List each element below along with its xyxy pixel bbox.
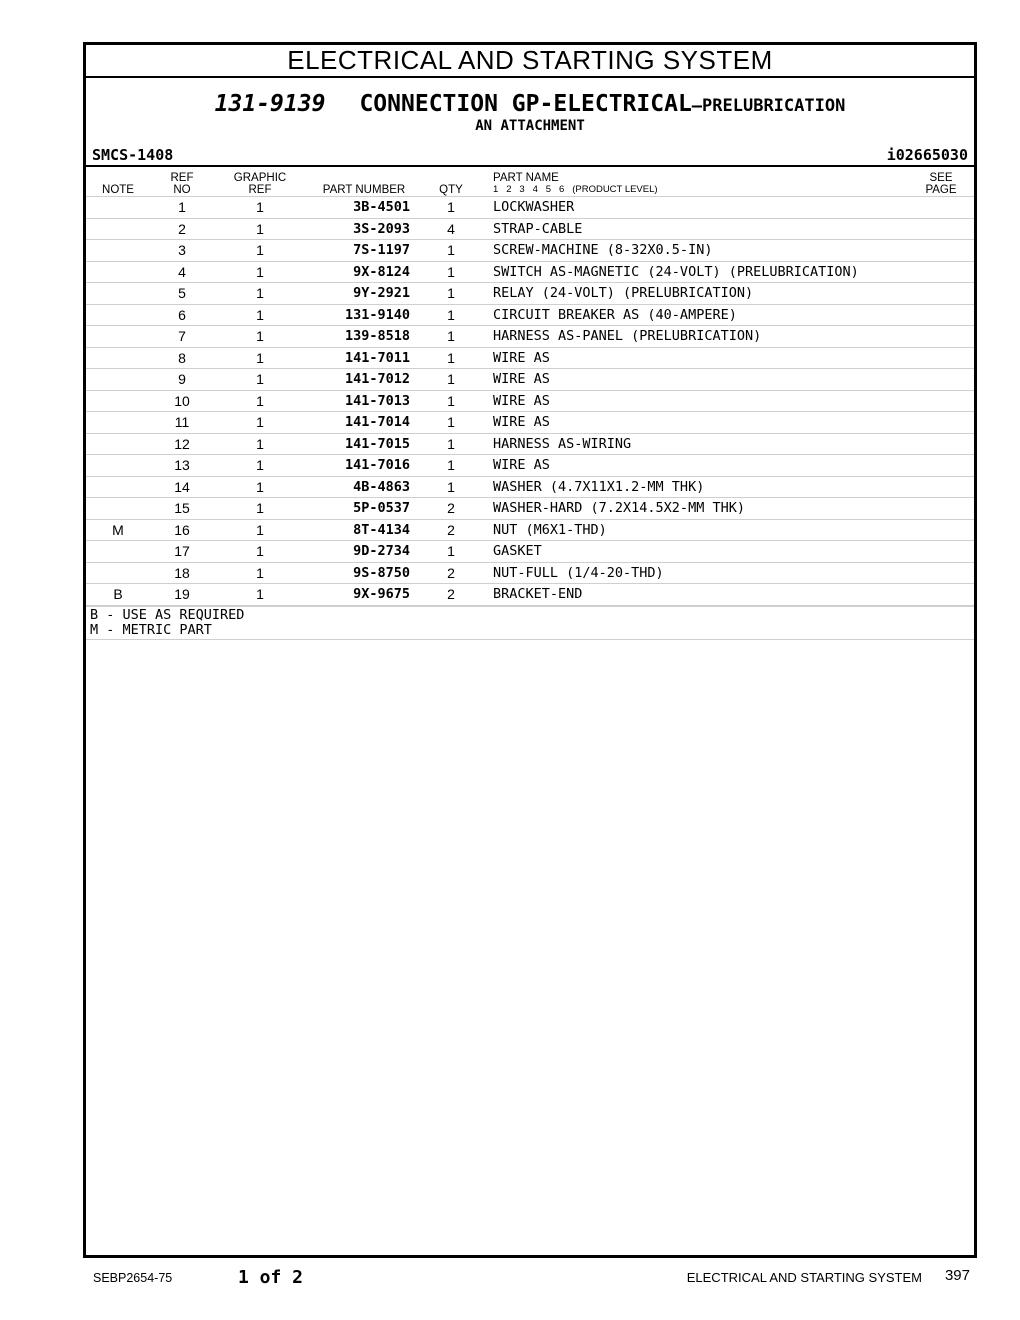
table-row: [86, 262, 974, 284]
qty-cell: 1: [447, 371, 455, 387]
ref-number-cell: 14: [174, 478, 190, 495]
graphic-ref-cell: 1: [256, 414, 264, 430]
note-cell: B: [113, 586, 123, 602]
part-number-cell: 3S-2093: [353, 220, 410, 237]
part-name-cell: STRAP-CABLE: [493, 220, 583, 237]
graphic-ref-cell: 1: [256, 306, 264, 323]
graphic-ref-cell: 1: [256, 478, 264, 495]
ref-number-cell: 4: [178, 263, 186, 280]
part-number-cell: 141-7014: [344, 414, 410, 430]
header-graphic-bottom: REF: [248, 184, 272, 196]
part-number-cell: 9D-2734: [353, 543, 410, 559]
qty-cell: 1: [447, 306, 455, 323]
part-number-cell: 9Y-2921: [353, 285, 410, 301]
qty-cell: 1: [447, 392, 455, 409]
group-name: CONNECTION GP-ELECTRICAL: [359, 91, 692, 117]
graphic-ref-cell: 1: [256, 521, 264, 538]
part-name-cell: WIRE AS: [493, 414, 550, 430]
table-row: [86, 219, 974, 241]
qty-cell: 1: [447, 414, 455, 430]
note-line: B - USE AS REQUIRED: [90, 606, 245, 623]
ref-number-cell: 18: [174, 564, 190, 581]
part-number-cell: 139-8518: [344, 328, 410, 344]
part-name-cell: WASHER (4.7X11X1.2-MM THK): [493, 478, 705, 495]
graphic-ref-cell: 1: [256, 457, 264, 473]
part-number-cell: 3B-4501: [353, 199, 410, 215]
graphic-ref-cell: 1: [256, 242, 264, 258]
header-part-name: PART NAME: [493, 172, 559, 184]
graphic-ref-cell: 1: [256, 349, 264, 366]
smcs-code: SMCS-1408: [92, 146, 174, 164]
ref-number-cell: 19: [174, 586, 190, 602]
part-number-cell: 9X-9675: [353, 586, 410, 602]
qty-cell: 2: [447, 564, 455, 581]
table-row: [86, 520, 974, 542]
notes-end-divider: [86, 639, 974, 640]
qty-cell: 2: [447, 500, 455, 516]
part-name-cell: HARNESS AS-WIRING: [493, 435, 632, 452]
table-row: [86, 584, 974, 606]
part-number-cell: 9X-8124: [353, 263, 410, 280]
ref-number-cell: 9: [178, 371, 186, 387]
table-row: [86, 196, 974, 219]
parts-table: [86, 196, 974, 606]
graphic-ref-cell: 1: [256, 586, 264, 602]
qty-cell: 1: [447, 242, 455, 258]
header-see-top: SEE: [929, 172, 953, 184]
table-row: [86, 477, 974, 499]
header-see-page: [916, 172, 966, 196]
qty-cell: 1: [447, 199, 455, 215]
part-number-cell: 131-9140: [344, 306, 410, 323]
part-name-cell: WIRE AS: [493, 371, 550, 387]
header-product-levels: 1 2 3 4 5 6 (PRODUCT LEVEL): [493, 184, 658, 195]
ref-number-cell: 5: [178, 285, 186, 301]
ref-number-cell: 2: [178, 220, 186, 237]
header-ref-bottom: NO: [173, 184, 191, 196]
table-row: [86, 240, 974, 262]
part-number-cell: 8T-4134: [353, 521, 410, 538]
part-number-cell: 141-7016: [344, 457, 410, 473]
table-row: [86, 541, 974, 563]
group-suffix: —PRELUBRICATION: [691, 96, 846, 116]
part-name-cell: WIRE AS: [493, 392, 550, 409]
ref-number-cell: 3: [178, 242, 186, 258]
part-name-cell: SWITCH AS-MAGNETIC (24-VOLT) (PRELUBRICATION): [493, 263, 859, 280]
graphic-ref-cell: 1: [256, 371, 264, 387]
header-ref: [162, 172, 202, 196]
group-heading: [86, 91, 974, 117]
qty-cell: 1: [447, 285, 455, 301]
table-row: [86, 326, 974, 348]
table-row: [86, 391, 974, 413]
table-row: [86, 305, 974, 327]
table-row: [86, 412, 974, 434]
table-row: [86, 434, 974, 456]
graphic-ref-cell: 1: [256, 199, 264, 215]
part-name-cell: BRACKET-END: [493, 586, 583, 602]
ref-number-cell: 12: [174, 435, 190, 452]
graphic-ref-cell: 1: [256, 220, 264, 237]
table-row: [86, 563, 974, 585]
part-number-cell: 9S-8750: [353, 564, 410, 581]
graphic-ref-cell: 1: [256, 564, 264, 581]
parts-page-frame: [83, 42, 977, 1258]
part-number-cell: 141-7012: [344, 371, 410, 387]
graphic-ref-cell: 1: [256, 285, 264, 301]
header-graphic: [230, 172, 290, 196]
part-number-cell: 4B-4863: [353, 478, 410, 495]
ref-number-cell: 10: [174, 392, 190, 409]
footer-page-number: 397: [944, 1267, 970, 1284]
qty-cell: 4: [447, 220, 455, 237]
graphic-ref-cell: 1: [256, 328, 264, 344]
graphic-ref-cell: 1: [256, 543, 264, 559]
graphic-ref-cell: 1: [256, 500, 264, 516]
qty-cell: 1: [447, 328, 455, 344]
header-rule: [86, 165, 974, 167]
header-part-number: PART NUMBER: [322, 184, 406, 196]
group-subtitle: AN ATTACHMENT: [475, 118, 585, 134]
qty-cell: 1: [447, 349, 455, 366]
graphic-ref-cell: 1: [256, 435, 264, 452]
part-number-cell: 5P-0537: [353, 500, 410, 516]
note-cell: M: [112, 521, 124, 538]
ref-number-cell: 7: [178, 328, 186, 344]
ref-number-cell: 8: [178, 349, 186, 366]
graphic-ref-cell: 1: [256, 392, 264, 409]
ref-number-cell: 16: [174, 521, 190, 538]
part-number-cell: 141-7011: [344, 349, 410, 366]
table-row: [86, 455, 974, 477]
qty-cell: 1: [447, 543, 455, 559]
note-line: M - METRIC PART: [90, 621, 212, 638]
footer-page-of: 1 of 2: [238, 1267, 304, 1288]
qty-cell: 1: [447, 478, 455, 495]
ref-number-cell: 15: [174, 500, 190, 516]
table-row: [86, 498, 974, 520]
graphic-ref-cell: 1: [256, 263, 264, 280]
ref-number-cell: 17: [174, 543, 190, 559]
part-name-cell: WIRE AS: [493, 349, 550, 366]
footer-doc-number: SEBP2654-75: [93, 1271, 173, 1285]
header-graphic-top: GRAPHIC: [233, 172, 287, 184]
part-name-cell: HARNESS AS-PANEL (PRELUBRICATION): [493, 328, 762, 344]
table-row: [86, 348, 974, 370]
ref-number-cell: 6: [178, 306, 186, 323]
footer-section: ELECTRICAL AND STARTING SYSTEM: [686, 1270, 922, 1285]
qty-cell: 1: [447, 263, 455, 280]
illustration-id: i02665030: [886, 146, 968, 164]
part-name-cell: WIRE AS: [493, 457, 550, 473]
qty-cell: 1: [447, 435, 455, 452]
header-qty: QTY: [439, 184, 463, 196]
part-number-cell: 141-7013: [344, 392, 410, 409]
ref-number-cell: 13: [174, 457, 190, 473]
table-row: [86, 283, 974, 305]
ref-number-cell: 11: [174, 414, 190, 430]
qty-cell: 1: [447, 457, 455, 473]
table-row: [86, 369, 974, 391]
part-number-cell: 141-7015: [344, 435, 410, 452]
part-name-cell: CIRCUIT BREAKER AS (40-AMPERE): [493, 306, 737, 323]
ref-number-cell: 1: [178, 199, 186, 215]
part-name-cell: SCREW-MACHINE (8-32X0.5-IN): [493, 242, 713, 258]
section-title: ELECTRICAL AND STARTING SYSTEM: [86, 45, 974, 78]
part-name-cell: LOCKWASHER: [493, 199, 575, 215]
part-number-cell: 7S-1197: [353, 242, 410, 258]
part-name-cell: RELAY (24-VOLT) (PRELUBRICATION): [493, 285, 754, 301]
part-name-cell: GASKET: [493, 543, 542, 559]
part-name-cell: NUT (M6X1-THD): [493, 521, 607, 538]
qty-cell: 2: [447, 586, 455, 602]
part-name-cell: NUT-FULL (1/4-20-THD): [493, 564, 664, 581]
header-note: NOTE: [102, 184, 134, 196]
part-name-cell: WASHER-HARD (7.2X14.5X2-MM THK): [493, 500, 745, 516]
qty-cell: 2: [447, 521, 455, 538]
header-see-bottom: PAGE: [925, 184, 957, 196]
group-number: 131-9139: [214, 91, 326, 117]
header-ref-top: REF: [170, 172, 194, 184]
